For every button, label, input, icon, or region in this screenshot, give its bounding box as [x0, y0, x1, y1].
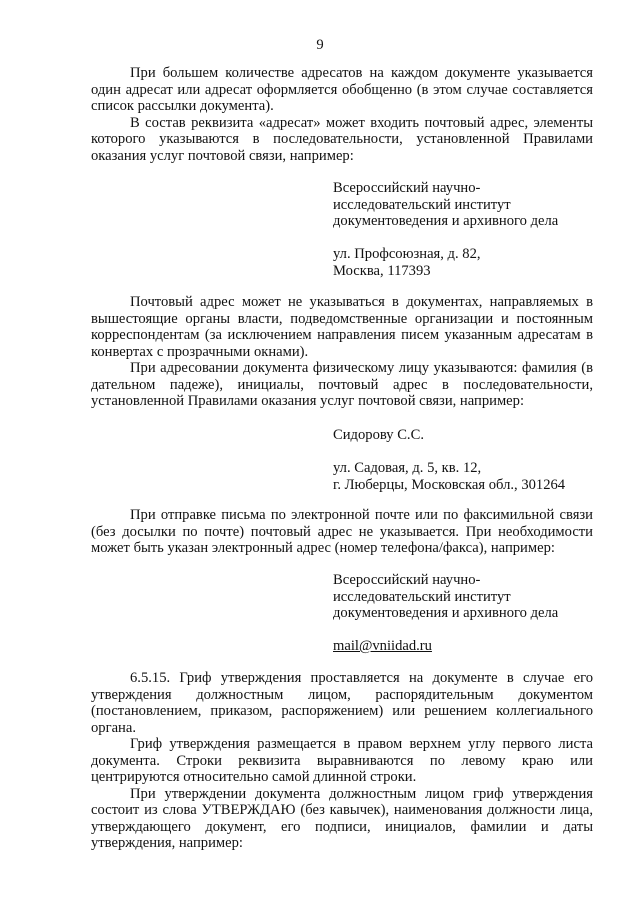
paragraph-postal-address: В состав реквизита «адресат» может входить почтовый адрес, элементы которого указываются в последовательности, установленной Правилами оказания услуг почтовой связи, например: [91, 114, 593, 164]
paragraph-approval-placement: Гриф утверждения размещается в правом верхнем углу первого листа документа. Строки реквизита выравниваются по левому краю или центрируются относительно самой длинной строки. [91, 736, 593, 785]
text-block-3 [91, 507, 593, 557]
address-city: г. Люберцы, Московская обл., 301264 [333, 476, 566, 493]
address-org-line: документоведения и архивного дела [333, 605, 559, 621]
paragraph-electronic-mail: При отправке письма по электронной почте или по факсимильной связи (без досылки по почте) почтовый адрес не указывается. При необходимости может быть указан электронный адрес (номер телефона/факса), например: [91, 507, 593, 556]
address-org-line: исследовательский институт [333, 588, 511, 605]
address-org-line: Всероссийский научно- [333, 180, 481, 196]
paragraph-address-omission: Почтовый адрес может не указываться в документах, направляемых в вышестоящие органы власти, подведомственные организации и постоянным корреспондентам (за исключением направления писем указанным адресатам в конвертах с прозрачными окнами). [91, 294, 593, 360]
paragraph-approval-official: При утверждении документа должностным лицом гриф утверждения состоит из слова УТВЕРЖДАЮ (без кавычек), наименования должности лица, утверждающего документ, его подписи, инициалов, фамилии и даты утверждения, например: [91, 785, 593, 851]
addressee-name: Сидорову С.С. [333, 427, 424, 443]
address-street: ул. Садовая, д. 5, кв. 12, [333, 460, 482, 476]
text-block-1 [91, 65, 593, 164]
address-example-organization [333, 180, 633, 279]
paragraph-individual-addressee: При адресовании документа физическому лицу указываются: фамилия (в дательном падеже), инициалы, почтовый адрес в последовательности, установленной Правилами оказания услуг почтовой связи, например: [91, 360, 593, 409]
text-block-2 [91, 294, 593, 410]
address-org-line: Всероссийский научно- [333, 572, 481, 588]
address-org-line: документоведения и архивного дела [333, 213, 559, 229]
page-number: 9 [316, 37, 324, 53]
address-street: ул. Профсоюзная, д. 82, [333, 246, 481, 262]
paragraph-approval-stamp: 6.5.15. Гриф утверждения проставляется на документе в случае его утверждения должностным лицом, распорядительным документом (постановлением, приказом, распоряжением) или решением коллегиального органа. [91, 670, 593, 736]
paragraph-multiple-addressees: При большем количестве адресатов на каждом документе указывается один адресат или адресат оформляется обобщенно (в этом случае составляется список рассылки документа). [91, 65, 593, 114]
address-city: Москва, 117393 [333, 262, 431, 279]
email-address-link[interactable]: mail@vniidad.ru [333, 638, 432, 654]
address-example-individual [333, 427, 633, 493]
address-org-line: исследовательский институт [333, 196, 511, 213]
text-block-4 [91, 670, 593, 852]
address-example-email [333, 572, 633, 655]
